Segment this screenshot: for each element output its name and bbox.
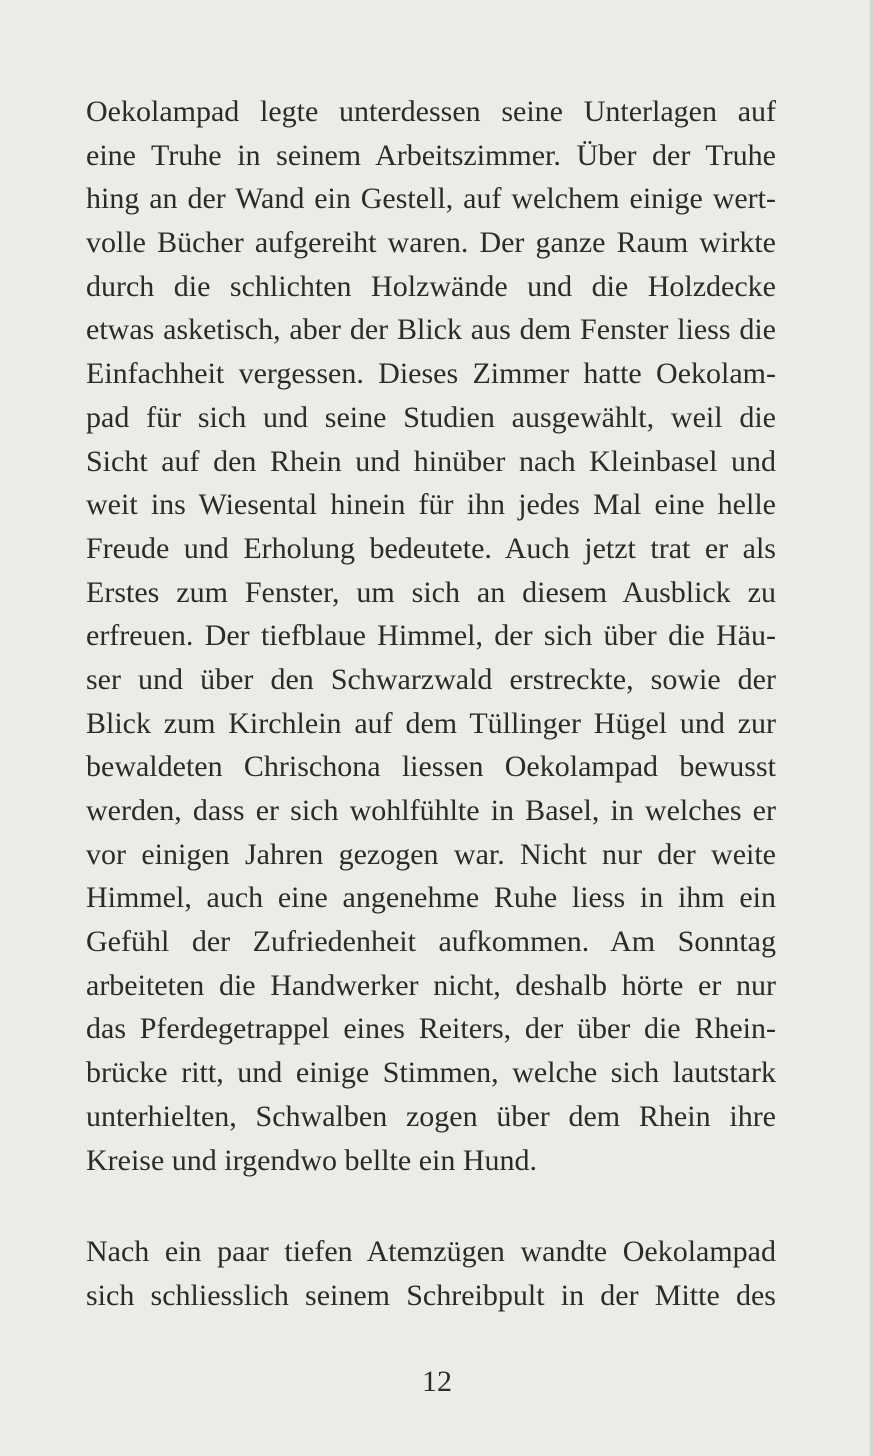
text-line: pad für sich und seine Studien ausgewählt, weil die xyxy=(86,400,776,434)
text-line: Einfachheit vergessen. Dieses Zimmer hatte Oekolam- xyxy=(86,357,776,391)
text-line: hing an der Wand ein Gestell, auf welchem einige wert- xyxy=(86,182,776,216)
text-line: ser und über den Schwarzwald erstreckte, sowie der xyxy=(86,662,776,696)
text-line: brücke ritt, und einige Stimmen, welche sich lautstark xyxy=(86,1056,776,1090)
text-line: weit ins Wiesental hinein für ihn jedes Mal eine helle xyxy=(86,488,776,522)
text-line: Oekolampad legte unterdessen seine Unterlagen auf xyxy=(86,95,776,128)
text-line: unterhielten, Schwalben zogen über dem Rhein ihre xyxy=(86,1099,776,1133)
text-line: volle Bücher aufgereiht waren. Der ganze Raum wirkte xyxy=(86,226,776,260)
page-number: 12 xyxy=(422,1365,452,1398)
text-line: Kreise und irgendwo bellte ein Hund. xyxy=(86,1143,538,1177)
text-line: Erstes zum Fenster, um sich an diesem Ausblick zu xyxy=(86,575,776,609)
text-line: Himmel, auch eine angenehme Ruhe liess in ihm ein xyxy=(86,881,776,915)
text-line: werden, dass er sich wohlfühlte in Basel, in welches er xyxy=(86,794,776,827)
text-line: sich schliesslich seinem Schreibpult in der Mitte des xyxy=(86,1278,776,1312)
text-line: etwas asketisch, aber der Blick aus dem Fenster liess die xyxy=(86,313,776,347)
text-line: Sicht auf den Rhein und hinüber nach Kleinbasel und xyxy=(86,444,776,478)
text-line: Freude und Erholung bedeutete. Auch jetzt trat er als xyxy=(86,531,776,565)
text-line: eine Truhe in seinem Arbeitszimmer. Über der Truhe xyxy=(86,138,776,172)
text-line: Blick zum Kirchlein auf dem Tüllinger Hügel und zur xyxy=(86,706,776,740)
text-line: vor einigen Jahren gezogen war. Nicht nur der weite xyxy=(86,837,776,871)
paragraph-2 xyxy=(86,1230,776,1317)
text-line: das Pferdegetrappel eines Reiters, der über die Rhein- xyxy=(86,1012,776,1046)
text-line: durch die schlichten Holzwände und die Holzdecke xyxy=(86,269,776,303)
text-line: arbeiteten die Handwerker nicht, deshalb hörte er nur xyxy=(86,968,776,1002)
page-edge xyxy=(870,0,874,1456)
text-line: Nach ein paar tiefen Atemzügen wandte Oekolampad xyxy=(86,1235,776,1268)
text-line: bewaldeten Chrischona liessen Oekolampad bewusst xyxy=(86,750,776,784)
paragraph-1 xyxy=(86,90,776,1182)
text-line: Gefühl der Zufriedenheit aufkommen. Am Sonntag xyxy=(86,925,776,959)
text-line: erfreuen. Der tiefblaue Himmel, der sich über die Häu- xyxy=(86,619,776,653)
